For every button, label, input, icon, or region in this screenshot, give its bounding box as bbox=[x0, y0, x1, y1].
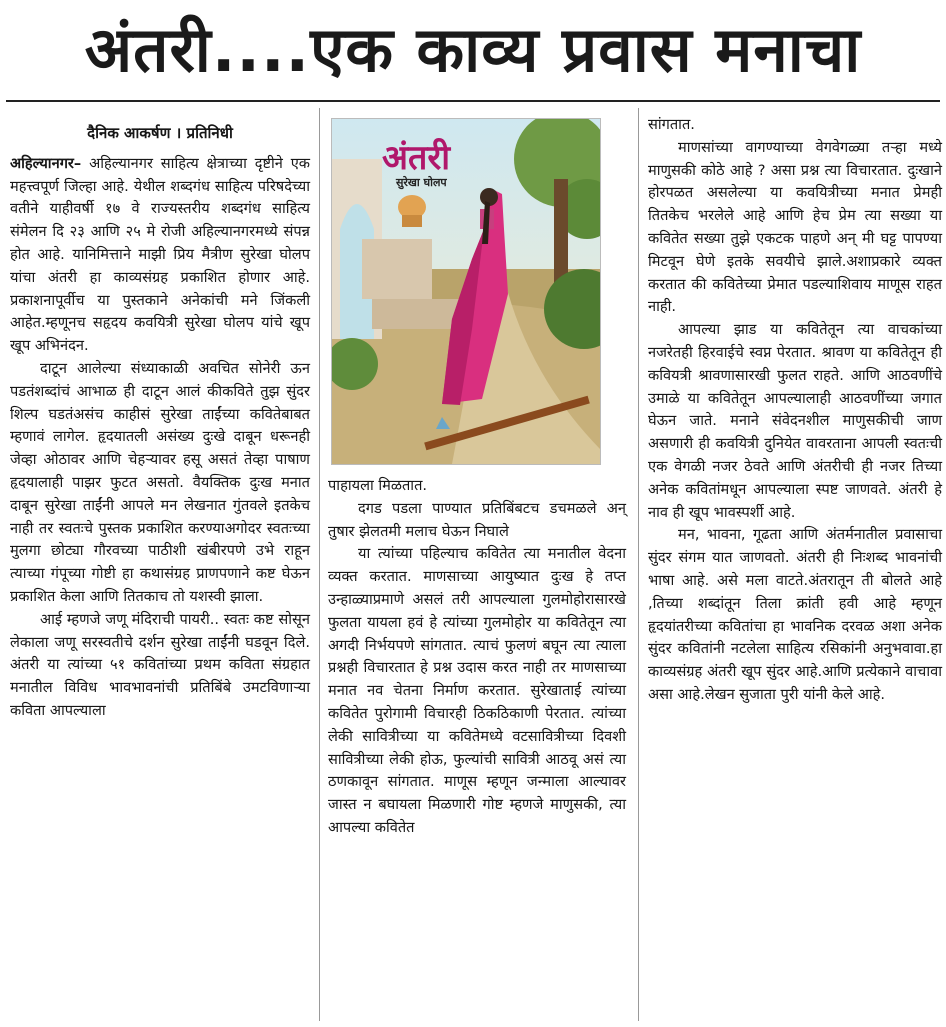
paragraph-7: माणसांच्या वागण्याच्या वेगवेगळ्या तऱ्हा मध्ये माणुसकी कोठे आहे ? असा प्रश्न त्या विचारतात. दुःखाने होरपळत असलेल्या या कवयित्रीच्या मनात प्रेमही तितकेच भरलेले आहे आणि हेच प्रेम त्या सख्या या कवितेत सख्या तुझे एकटक पाहणे अन् मी घट्ट पापण्या मिटवून घेणे इतके सवयीचे झाले.अशाप्रकारे व्यक्त करतात की कवितेच्या प्रेमात पडल्याशिवाय माणूस राहत नाही. bbox=[648, 138, 942, 316]
paragraph-1 bbox=[10, 153, 310, 358]
headline: अंतरी....एक काव्य प्रवास मनाचा bbox=[84, 13, 862, 86]
column-divider-1 bbox=[319, 108, 320, 1021]
paragraph-9: मन, भावना, गूढता आणि अंतर्मनातील प्रवासाचा सुंदर संगम यात जाणवतो. अंतरी ही निःशब्द भावनांची भाषा आहे. असे मला वाटते.अंतरातून ती बोलते आहे ,तिच्या शब्दांतून तिला क्रांती हवी आहे म्हणून हृदयांतरीच्या कवितांचा हा भावनिक दरवळ अशा अनेक सुंदर कवितांनी नटलेला साहित्य रसिकांनी अनुभवावा.हा काव्यसंग्रह अंतरी खूप सुंदर आहे.आणि प्रत्येकाने वाचावा असा आहे.लेखन सुजाता पुरी यांनी केले आहे. bbox=[648, 526, 942, 703]
paragraph-4: पाहायला मिळतात. bbox=[328, 477, 428, 494]
headline-rule bbox=[6, 100, 940, 102]
column-1 bbox=[10, 108, 310, 723]
dateline: अहिल्यानगर– bbox=[10, 154, 82, 172]
cover-author: सुरेखा घोलप bbox=[396, 176, 447, 189]
paragraph-8: आपल्या झाड या कवितेतून त्या वाचकांच्या नजरेतही हिरवाईचे स्वप्न पेरतात. श्रावण या कवितेतून ही कवियत्री श्रावणासारखी फुलत राहते. आणि आठवणींचे उमाळे या कवितेतून आपल्यालाही आठवणींच्या जगात घेऊन जाते. मनाने संवेदनशील माणुसकीची जाण असणारी ही कवयित्री दुनियेत वावरताना आपली स्वतःची एक वेगळी नजर ठेवते आणि अंतरीची ही नजर तिच्या अनेक कवितांमधून आपल्याला स्पष्ट जाणवते. अंतरी हे नाव ही खूप भावस्पर्शी आहे. bbox=[648, 321, 942, 521]
column-2 bbox=[328, 118, 626, 840]
byline: दैनिक आकर्षण । प्रतिनिधी bbox=[87, 124, 233, 142]
paragraph-1-text: अहिल्यानगर साहित्य क्षेत्राच्या दृष्टीने एक महत्त्वपूर्ण जिल्हा आहे. येथील शब्दगंध साहित्य परिषदेच्या वतीने याहीवर्षी १७ वे राज्यस्तरीय शब्दगंध साहित्य संमेलन दि २३ आणि २५ मे रोजी अहिल्यानगरमध्ये संपन्न होत आहे. यानिमित्ताने माझी प्रिय मैत्रीण सुरेखा घोलप यांचा अंतरी हा काव्यसंग्रह प्रकाशित होणार आहे. प्रकाशनापूर्वीच या पुस्तकाने अनेकांची मने जिंकली आहेत.म्हणूनच सहृदय कवयित्री सुरेखा घोलप यांचे खूप खूप अभिनंदन. bbox=[10, 154, 311, 355]
paragraph-2: दाटून आलेल्या संध्याकाळी अवचित सोनेरी ऊन पडतंशब्दांचं आभाळ ही दाटून आलं कीकविते तुझ सुंदर शिल्प घडतंअसंच काहीसं सुरेखा ताईंच्या कवितेबाबत म्हणावं लागेल. हृदयातली असंख्य दुःखे दाबून धरूनही जेव्हा ओठावर आणि चेहऱ्यावर हसू असतं तेव्हा पाषाण हृदयालाही पाझर फुटत असतो. वैयक्तिक दुःख मनात दाबून सुरेखा ताईंनी आपले मन लेखनात गुंतवले इतकेच नाही तर स्वतःचे पुस्तक प्रकाशित करण्याअगोदर स्वतःच्या मुलगा छोट्या गौरवच्या पाठीशी खंबीरपणे उभे राहून त्याच्या गंपूच्या गोष्टी हा कथासंग्रह प्राणपणाने कष्ट घेऊन प्रकाशित केला आणि तितकाच तो यशस्वी झाला. bbox=[10, 359, 310, 605]
paragraph-5: या त्यांच्या पहिल्याच कवितेत त्या मनातील वेदना व्यक्त करतात. माणसाच्या आयुष्यात दुःख हे तप्त उन्हाळ्याप्रमाणे असलं तरी आपल्याला गुलमोहोरासारखे फुलता यायला हवं हे त्यांच्या गुलमोहोर या कवितेतून त्या अगदी निर्भयपणे सांगतात. त्याचं फुलणं बघून त्या त्याला प्रश्नही विचारतात हे प्रश्न उदास करत नाही तर माणसाच्या मनात नव चेतना निर्माण करतात. सुरेखाताई त्यांच्या कवितेत पुरोगामी विचारही ठिकठिकाणी पेरतात. त्यांच्या लेकी सावित्रीच्या या कवितेमध्ये वटसावित्रीच्या दिवशी सावित्रीच्या लेकी होऊ, फुल्यांची सावित्री आठवू असं त्या ठणकावून सांगतात. माणूस म्हणून जन्माला आल्यावर जास्त न बघायला मिळणारी गोष्ट म्हणजे माणुसकी, त्या आपल्या कवितेत bbox=[328, 545, 626, 836]
column-3 bbox=[648, 114, 942, 707]
poem-quote-1: दगड पडला पाण्यात प्रतिबिंबटच डचमळले अन् तुषार झेलतमी मलाच घेऊन निघाले bbox=[328, 499, 626, 540]
paragraph-6: सांगतात. bbox=[648, 116, 695, 133]
paragraph-3: आई म्हणजे जणू मंदिराची पायरी.. स्वतः कष्ट सोसून लेकाला जणू सरस्वतीचे दर्शन सुरेखा ताईंनी घडवून दिले. अंतरी या त्यांच्या ५१ कवितांच्या प्रथम कविता संग्रहात मनातील विविध भावभावनांची प्रतिबिंबे उमटविणाऱ्या कविता आपल्याला bbox=[10, 610, 310, 719]
column-divider-2 bbox=[638, 108, 639, 1021]
cover-title: अंतरी bbox=[382, 138, 451, 178]
